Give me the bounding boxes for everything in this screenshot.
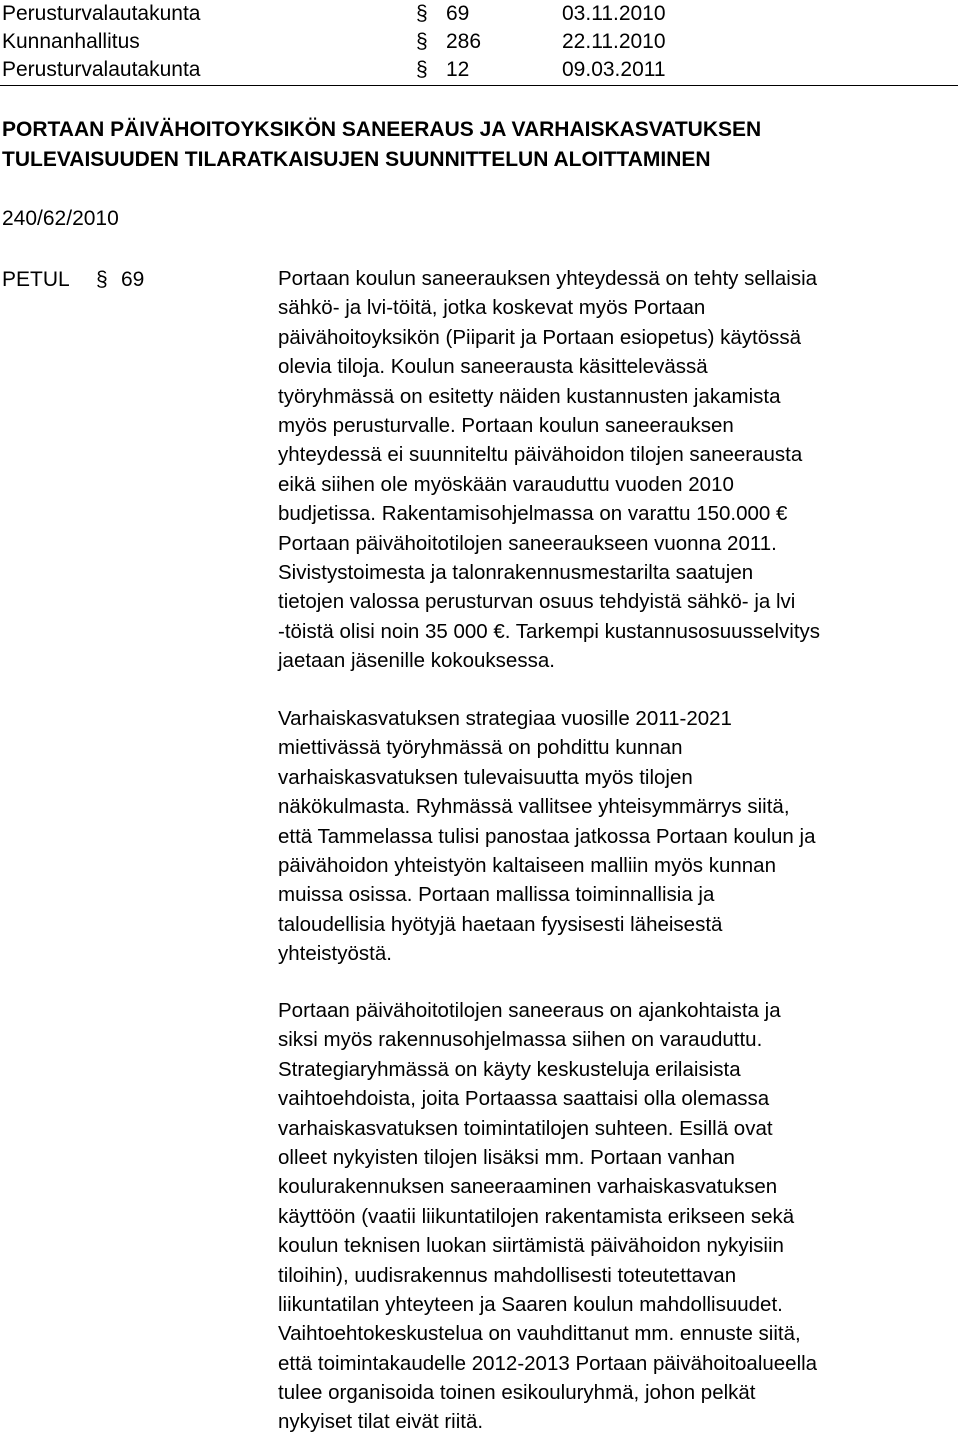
text-line: yhteydessä ei suunniteltu päivähoidon tilojen saneerausta	[278, 443, 803, 467]
text-line: tiloihin), uudisrakennus mahdollisesti toteutettavan	[278, 1263, 737, 1287]
text-line: nykyiset tilat eivät riitä.	[278, 1410, 484, 1434]
case-number: 240/62/2010	[2, 207, 119, 230]
text-line: tietojen valossa perusturvan osuus tehdyistä sähkö- ja lvi	[278, 590, 796, 614]
text-line: varhaiskasvatuksen tulevaisuutta myös tilojen	[278, 765, 693, 789]
meeting-body: Perusturvalautakunta	[2, 2, 201, 25]
text-line: vaihtoehdoista, joita Portaassa saattaisi olla olemassa	[278, 1087, 770, 1111]
text-line: päivähoitoyksikön (Piiparit ja Portaan esiopetus) käytössä	[278, 325, 802, 349]
heading-line: TULEVAISUUDEN TILARATKAISUJEN SUUNNITTELUN ALOITTAMINEN	[2, 148, 711, 171]
meeting-body: Perusturvalautakunta	[2, 58, 201, 81]
section-sign: §	[416, 2, 428, 25]
text-line: työryhmässä on esitetty näiden kustannusten jakamista	[278, 384, 781, 408]
text-line: käyttöön (vaatii liikuntatilojen rakentamista erikseen sekä	[278, 1204, 795, 1228]
text-line: sähkö- ja lvi-töitä, jotka koskevat myös Portaan	[278, 296, 706, 320]
text-line: yhteistyöstä.	[278, 942, 392, 966]
section-sign: §	[96, 268, 108, 291]
section-number: 286	[446, 30, 482, 53]
document-heading	[2, 115, 952, 175]
meeting-body: Kunnanhallitus	[2, 30, 140, 53]
text-line: muissa osissa. Portaan mallissa toiminnallisia ja	[278, 883, 715, 907]
body-paragraph	[278, 704, 958, 969]
text-line: Varhaiskasvatuksen strategiaa vuosille 2011-2021	[278, 707, 732, 730]
heading-line: PORTAAN PÄIVÄHOITOYKSIKÖN SANEERAUS JA VARHAISKASVATUKSEN	[2, 118, 762, 141]
meeting-date: 09.03.2011	[562, 58, 666, 81]
text-line: taloudellisia hyötyjä haetaan fyysisesti läheisestä	[278, 912, 723, 936]
text-line: näkökulmasta. Ryhmässä vallitsee yhteisymmärrys siitä,	[278, 795, 790, 819]
text-line: siksi myös rakennusohjelmassa siihen on varauduttu.	[278, 1028, 763, 1052]
text-line: varhaiskasvatuksen toimintatilojen suhteen. Esillä ovat	[278, 1116, 773, 1140]
text-line: koulun teknisen luokan siirtämistä päivähoidon nykyisiin	[278, 1234, 784, 1258]
committee-abbreviation: PETUL	[2, 268, 70, 291]
section-number: 69	[446, 2, 470, 25]
text-line: budjetissa. Rakentamisohjelmassa on varattu 150.000 €	[278, 502, 788, 526]
text-line: liikuntatilan yhteyteen ja Saaren koulun mahdollisuudet.	[278, 1292, 783, 1316]
meeting-date: 22.11.2010	[562, 30, 666, 53]
text-line: eikä siihen ole myöskään varauduttu vuoden 2010	[278, 472, 734, 496]
text-line: -töistä olisi noin 35 000 €. Tarkempi kustannusosuusselvitys	[278, 619, 821, 643]
text-line: Portaan koulun saneerauksen yhteydessä on tehty sellaisia	[278, 267, 818, 290]
text-line: että toimintakaudelle 2012-2013 Portaan päivähoitoalueella	[278, 1351, 818, 1375]
text-line: Portaan päivähoitotilojen saneeraus on ajankohtaista ja	[278, 999, 781, 1022]
text-line: päivähoidon yhteistyön kaltaiseen malliin myös kunnan	[278, 853, 776, 877]
text-line: olleet nykyisten tilojen lisäksi mm. Portaan vanhan	[278, 1145, 735, 1169]
text-line: olevia tiloja. Koulun saneerausta käsittelevässä	[278, 355, 708, 379]
text-line: tulee organisoida toinen esikouluryhmä, johon pelkät	[278, 1381, 756, 1405]
text-line: Strategiaryhmässä on käyty keskusteluja erilaisista	[278, 1057, 741, 1081]
text-line: Portaan päivähoitotilojen saneeraukseen vuonna 2011.	[278, 531, 777, 555]
text-line: myös perusturvalle. Portaan koulun saneerauksen	[278, 413, 734, 437]
text-line: miettivässä työryhmässä on pohdittu kunnan	[278, 736, 683, 760]
section-sign: §	[416, 58, 428, 81]
section-sign: §	[416, 30, 428, 53]
section-number: 69	[121, 268, 145, 291]
header-divider	[0, 85, 958, 86]
text-line: että Tammelassa tulisi panostaa jatkossa Portaan koulun ja	[278, 824, 816, 848]
meeting-date: 03.11.2010	[562, 2, 666, 25]
body-paragraph	[278, 264, 958, 675]
text-line: jaetaan jäsenille kokouksessa.	[278, 649, 555, 673]
body-paragraph	[278, 996, 958, 1437]
section-number: 12	[446, 58, 470, 81]
text-line: Sivistystoimesta ja talonrakennusmestarilta saatujen	[278, 560, 754, 584]
text-line: Vaihtoehtokeskustelua on vauhdittanut mm. ennuste siitä,	[278, 1322, 801, 1346]
text-line: koulurakennuksen saneeraaminen varhaiskasvatuksen	[278, 1175, 778, 1199]
